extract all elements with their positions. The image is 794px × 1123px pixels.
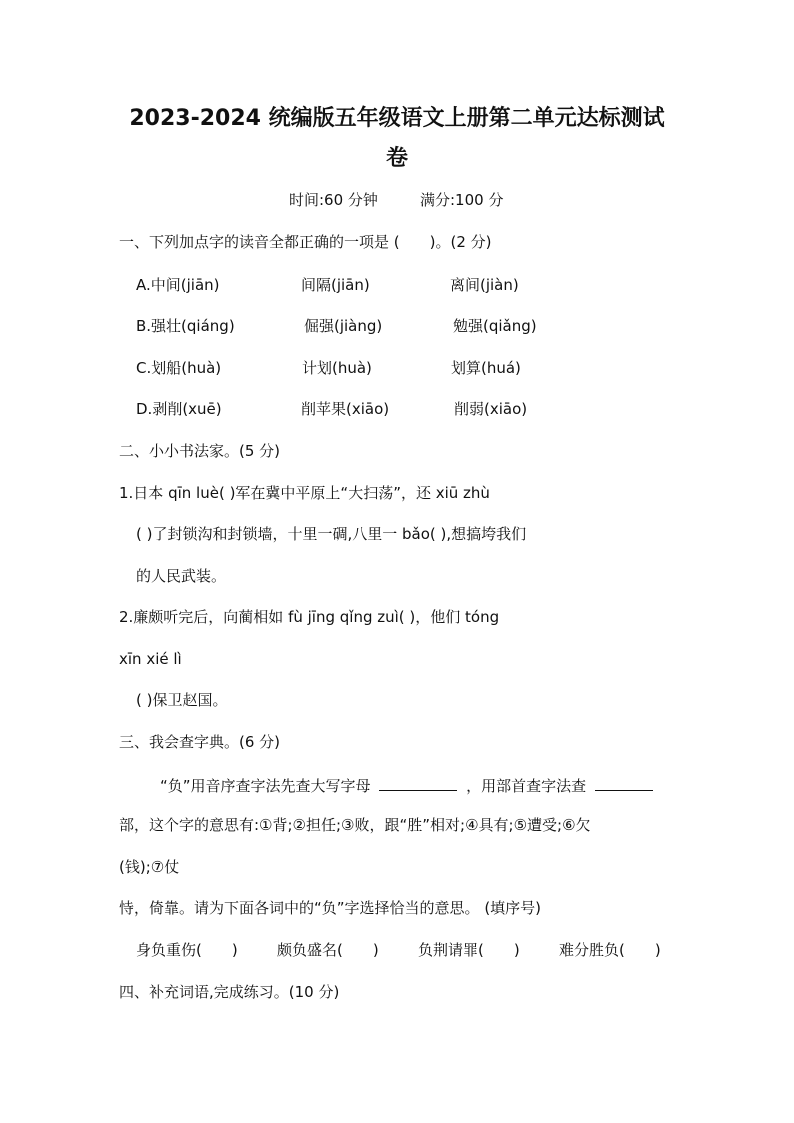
q1-option-a-3: 离间(jiàn) [450,276,519,294]
q2-heading: 二、小小书法家。(5 分) [119,442,281,460]
q3-letter-blank[interactable] [379,774,457,791]
q2-item2-line1: 2.廉颇听完后，向蔺相如 fù jīng qǐng zuì( )，他们 tóng [119,608,500,626]
q3-blank-1[interactable]: 身负重伤( ) [136,941,238,959]
q1-option-c-3: 划算(huá) [451,359,521,377]
q1-option-d-1: D.剥削(xuē) [136,400,222,418]
q3-line1 [160,774,653,796]
q1-option-a-2: 间隔(jiān) [301,276,370,294]
q3-blank-3[interactable]: 负荆请罪( ) [418,941,520,959]
q3-line1-text-a: “负”用音序查字法先查大写字母 [160,777,371,795]
q2-item1-line2: ( )了封锁沟和封锁墙，十里一碉,八里一 bǎo( ),想搞垮我们 [136,525,527,543]
q1-option-a-1: A.中间(jiān) [136,276,220,294]
q2-item2-line2: xīn xié lì [119,650,182,668]
q2-item1-line3: 的人民武装。 [136,567,227,585]
q1-option-b-2: 倔强(jiàng) [304,317,383,335]
q2-item2-line3: ( )保卫赵国。 [136,691,228,709]
q3-radical-blank[interactable] [595,774,653,791]
q1-option-d-2: 削苹果(xiāo) [301,400,390,418]
q3-blank-2[interactable]: 颇负盛名( ) [277,941,379,959]
q2-item1-line1: 1.日本 qīn luè( )军在冀中平原上“大扫荡”，还 xiū zhù [119,484,490,502]
q3-heading: 三、我会查字典。(6 分) [119,733,281,751]
q1-option-b-1: B.强壮(qiáng) [136,317,235,335]
page-title-line1: 2023-2024 统编版五年级语文上册第二单元达标测试 [129,106,665,131]
q1-option-c-2: 计划(huà) [302,359,372,377]
q3-line2: 部，这个字的意思有:①背;②担任;③败，跟“胜”相对;④具有;⑤遭受;⑥欠 [119,816,591,834]
page-title-line2: 卷 [385,146,408,171]
exam-score: 满分:100 分 [420,191,504,209]
q3-line3: (钱);⑦仗 [119,858,180,876]
q3-line4: 恃，倚靠。请为下面各词中的“负”字选择恰当的意思。 (填序号) [119,899,542,917]
exam-time: 时间:60 分钟 [289,191,378,209]
q4-heading: 四、补充词语,完成练习。(10 分) [119,983,340,1001]
q1-option-b-3: 勉强(qiǎng) [453,317,537,335]
q3-blank-4[interactable]: 难分胜负( ) [559,941,661,959]
q1-heading: 一、下列加点字的读音全都正确的一项是 ( )。(2 分) [119,233,492,251]
q1-option-c-1: C.划船(huà) [136,359,222,377]
q3-line1-text-b: ，用部首查字法查 [466,777,587,795]
q1-option-d-3: 削弱(xiāo) [454,400,528,418]
